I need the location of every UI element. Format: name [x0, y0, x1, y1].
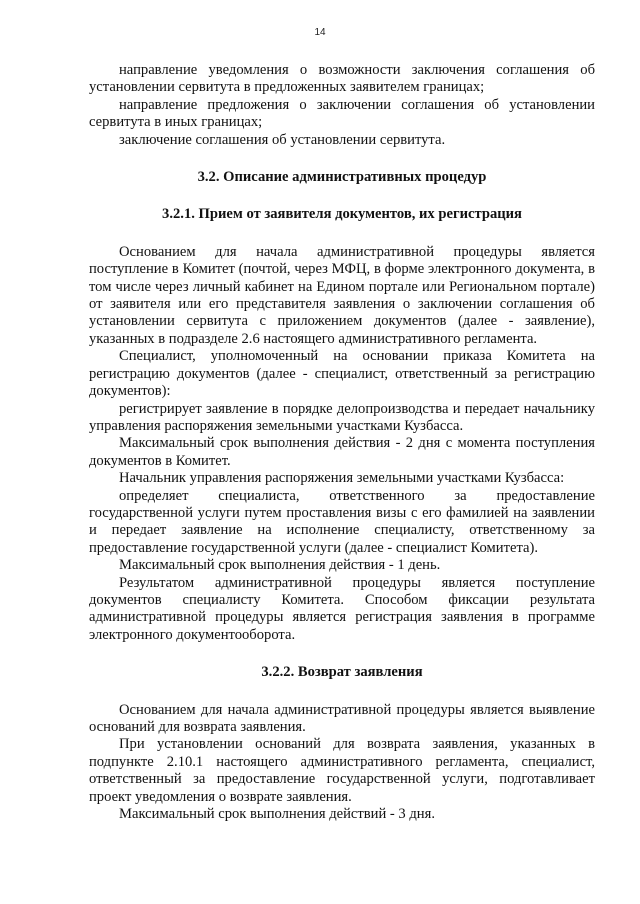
- page-number: 14: [314, 27, 326, 38]
- paragraph: Максимальный срок выполнения действий - 3 дня.: [119, 806, 435, 823]
- paragraph: регистрирует заявление в порядке делопроизводства и передает начальнику управления распоряжения земельными участками Кузбасса.: [89, 400, 595, 434]
- paragraph: направление уведомления о возможности заключения соглашения об установлении сервитута в предложенных заявителем границах;: [89, 62, 595, 96]
- paragraph: Основанием для начала административной процедуры является выявление оснований для возврата заявления.: [89, 701, 595, 735]
- paragraph: определяет специалиста, ответственного за предоставление государственной услуги путем проставления визы с его фамилией на заявлении и передает заявление на исполнение специалисту, ответственному за предоставление государственной услуги (далее - специалист Комитета).: [89, 487, 595, 556]
- section-heading-3-2-1: 3.2.1. Прием от заявителя документов, их регистрация: [162, 206, 522, 223]
- paragraph: направление предложения о заключении соглашения об установлении сервитута в иных границах;: [89, 96, 595, 131]
- section-heading-3-2: 3.2. Описание административных процедур: [197, 169, 487, 186]
- document-body: [89, 62, 595, 823]
- paragraph: Основанием для начала административной процедуры является поступление в Комитет (почтой, через МФЦ, в форме электронного документа, в том числе через личный кабинет на Едином портале или Региональном портале) от заявителя или его представителя заявления о заключении соглашения об установлении сервитута с приложением документов (далее - заявление), указанных в подразделе 2.6 настоящего административного регламента.: [89, 243, 595, 347]
- paragraph: заключение соглашения об установлении сервитута.: [119, 131, 446, 148]
- paragraph: Специалист, уполномоченный на основании приказа Комитета на регистрацию документов (далее - специалист, ответственный за регистрацию документов):: [89, 348, 595, 400]
- paragraph: Результатом административной процедуры является поступление документов специалисту Комитета. Способом фиксации результата административной процедуры является регистрация заявления в программе электронного документооборота.: [89, 574, 595, 643]
- paragraph: Максимальный срок выполнения действия - 2 дня с момента поступления документов в Комитет.: [89, 435, 595, 469]
- paragraph: Максимальный срок выполнения действия - 1 день.: [119, 557, 441, 574]
- section-heading-3-2-2: 3.2.2. Возврат заявления: [261, 664, 423, 681]
- paragraph: Начальник управления распоряжения земельными участками Кузбасса:: [119, 470, 565, 487]
- paragraph: При установлении оснований для возврата заявления, указанных в подпункте 2.10.1 настоящего административного регламента, специалист, ответственный за предоставление государственной услуги, подготавливает проект уведомления о возврате заявления.: [89, 736, 595, 805]
